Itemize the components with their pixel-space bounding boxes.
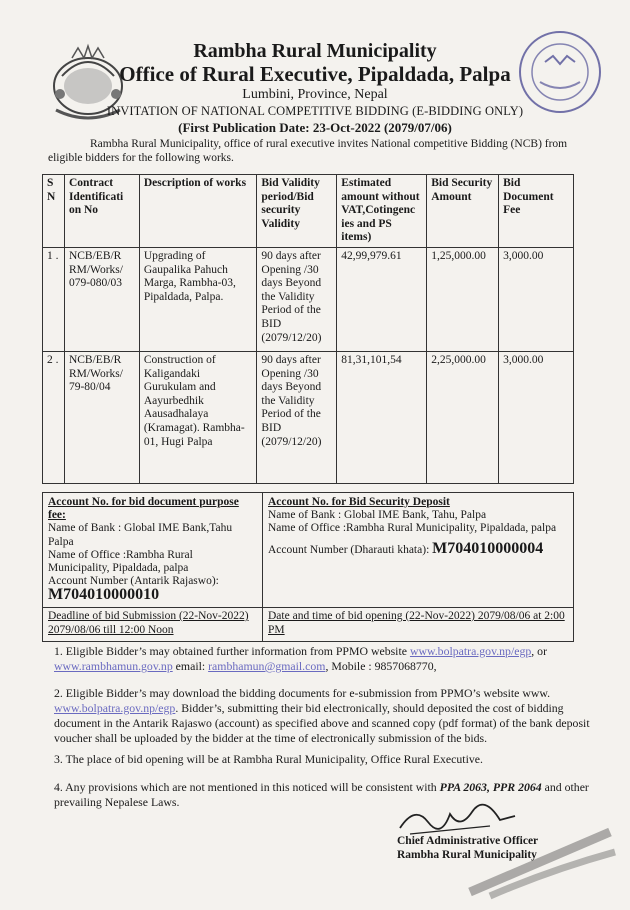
header-contract: Contract Identificati on No bbox=[64, 175, 139, 248]
cell-description: Construction of Kaligandaki Gurukulam and Aayurbedhik Aausadhalaya (Kramagat). Rambha-01, Hugi Palpa bbox=[139, 351, 257, 483]
cell-validity: 90 days after Opening /30 days Beyond the Validity Period of the BID (2079/12/20) bbox=[257, 247, 337, 351]
signatory-title: Chief Administrative Officer bbox=[397, 835, 539, 847]
header-description: Description of works bbox=[139, 175, 257, 248]
cell-contract: NCB/EB/R RM/Works/ 079-080/03 bbox=[64, 247, 139, 351]
signatory-org: Rambha Rural Municipality bbox=[397, 849, 537, 861]
doc-fee-bank: Name of Bank : Global IME Bank,Tahu Palpa bbox=[48, 522, 233, 548]
ppmo-link[interactable]: www.bolpatra.gov.np/egp bbox=[409, 644, 532, 658]
invitation-heading: INVITATION OF NATIONAL COMPETITIVE BIDDING (E-BIDDING ONLY) bbox=[106, 104, 524, 118]
cell-sn: 2 . bbox=[43, 351, 65, 483]
header-sn: S N bbox=[43, 175, 65, 248]
municipality-title: Rambha Rural Municipality bbox=[193, 40, 437, 62]
note-1-text-b: , or bbox=[531, 644, 547, 658]
deadline-row bbox=[42, 608, 574, 642]
bid-table bbox=[42, 174, 574, 484]
cell-validity: 90 days after Opening /30 days Beyond the Validity Period of the BID (2079/12/20) bbox=[257, 351, 337, 483]
security-account-line bbox=[268, 539, 568, 557]
header-amount: Estimated amount without VAT,Cotingenc ies and PS items) bbox=[337, 175, 427, 248]
doc-fee-account bbox=[43, 493, 263, 607]
email-link[interactable]: rambhamun@gmail.com bbox=[208, 659, 326, 673]
note-4-text-c: and other prevailing Nepalese Laws. bbox=[54, 780, 589, 809]
bid-opening-text: Date and time of bid opening (22-Nov-2022) 2079/08/06 at 2:00 PM bbox=[268, 610, 565, 636]
note-4-laws: PPA 2063, PPR 2064 bbox=[439, 780, 542, 794]
cell-security: 1,25,000.00 bbox=[427, 247, 499, 351]
intro-text: Rambha Rural Municipality, office of rural executive invites National competitive Bidding (NCB) from eligible bidders for the following works. bbox=[48, 138, 568, 164]
table-header-row bbox=[43, 175, 574, 248]
municipality-website-link[interactable]: www.rambhamun.gov.np bbox=[54, 659, 173, 673]
cell-contract: NCB/EB/R RM/Works/ 79-80/04 bbox=[64, 351, 139, 483]
security-account-number: M704010000004 bbox=[432, 539, 544, 557]
security-bank: Name of Bank : Global IME Bank, Tahu, Palpa bbox=[268, 509, 487, 522]
cell-security: 2,25,000.00 bbox=[427, 351, 499, 483]
publication-date: (First Publication Date: 23-Oct-2022 (2079/07/06) bbox=[178, 120, 452, 135]
bolpatra-link[interactable]: www.bolpatra.gov.np/egp bbox=[54, 701, 176, 715]
address-line: Lumbini, Province, Nepal bbox=[242, 87, 388, 102]
cell-amount: 81,31,101,54 bbox=[337, 351, 427, 483]
doc-fee-heading: Account No. for bid document purpose fee: bbox=[48, 496, 239, 522]
cell-amount: 42,99,979.61 bbox=[337, 247, 427, 351]
header-fee: Bid Document Fee bbox=[499, 175, 574, 248]
cell-fee: 3,000.00 bbox=[499, 351, 574, 483]
office-title: Office of Rural Executive, Pipaldada, Palpa bbox=[119, 62, 511, 86]
cell-description: Upgrading of Gaupalika Pahuch Marga, Rambha-03, Pipaldada, Palpa. bbox=[139, 247, 257, 351]
note-2-text-b: . Bidder’s, submitting their bid electronically, should deposited the cost of bidding document in the Antarik Rajaswo (account) as specified above and scanned copy (pdf format) of the bank deposit voucher shall be uploaded by the bidder at the time of electronically submission of the bids. bbox=[54, 701, 590, 745]
note-2 bbox=[54, 686, 594, 746]
doc-fee-account-number: M704010000010 bbox=[48, 586, 160, 604]
note-1-text-c: email: bbox=[172, 659, 209, 673]
officer-stamp-icon bbox=[460, 822, 620, 902]
header-security: Bid Security Amount bbox=[427, 175, 499, 248]
table-row bbox=[43, 351, 574, 483]
cell-fee: 3,000.00 bbox=[499, 247, 574, 351]
doc-fee-office: Name of Office :Rambha Rural Municipality, Pipaldada, palpa bbox=[48, 548, 193, 575]
security-heading: Account No. for Bid Security Deposit bbox=[268, 496, 450, 508]
security-office: Name of Office :Rambha Rural Municipality, Pipaldada, palpa bbox=[268, 522, 557, 535]
security-label: Account Number (Dharauti khata): bbox=[268, 543, 430, 556]
note-1 bbox=[54, 644, 594, 674]
doc-fee-label: Account Number (Antarik Rajaswo): bbox=[48, 575, 219, 588]
account-details bbox=[42, 492, 574, 608]
note-2-text-a: 2. Eligible Bidder’s may download the bidding documents for e-submission from PPMO’s website www. bbox=[54, 686, 551, 700]
security-account bbox=[263, 493, 573, 560]
submission-deadline: Deadline of bid Submission (22-Nov-2022) 2079/08/06 till 12:00 Noon bbox=[43, 608, 263, 641]
note-4-text-a: 4. Any provisions which are not mentioned in this noticed will be consistent with bbox=[54, 780, 440, 794]
note-1-text-d: , Mobile : 9857068770, bbox=[325, 659, 437, 673]
note-3: 3. The place of bid opening will be at Rambha Rural Municipality, Office Rural Executive. bbox=[54, 752, 483, 766]
bid-opening-time bbox=[263, 608, 573, 639]
cell-sn: 1 . bbox=[43, 247, 65, 351]
header-validity: Bid Validity period/Bid security Validity bbox=[257, 175, 337, 248]
table-row bbox=[43, 247, 574, 351]
note-1-text-a: 1. Eligible Bidder’s may obtained further information from PPMO website bbox=[54, 644, 410, 658]
